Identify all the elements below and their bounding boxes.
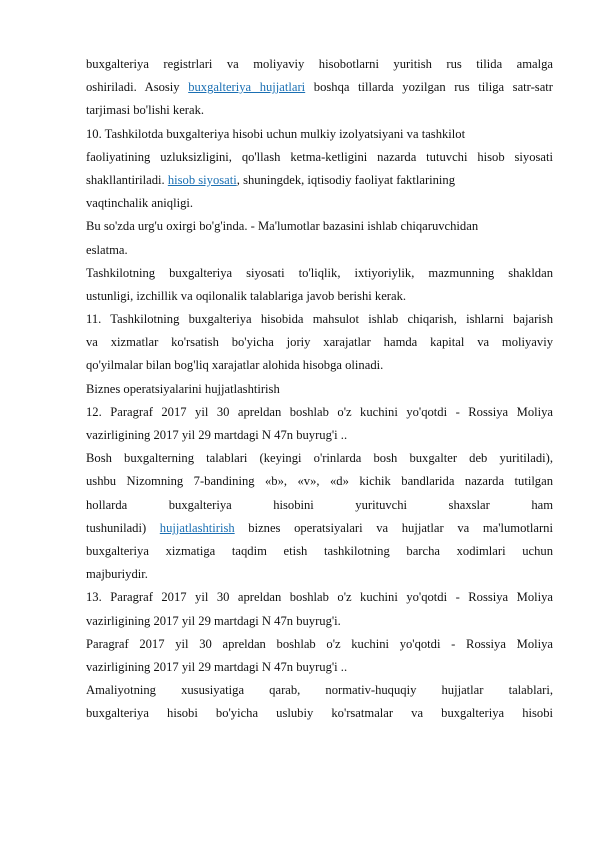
text-line: buxgalteriya hisobi bo'yicha uslubiy ko'rsatmalar va buxgalteriya hisobi	[86, 706, 553, 721]
text-line: va xizmatlar ko'rsatish bo'yicha joriy xarajatlar hamda kapital va moliyaviy	[86, 335, 553, 350]
hyperlink[interactable]: buxgalteriya hujjatlari	[188, 80, 306, 95]
text-line: faoliyatining uzluksizligini, qo'llash ketma-ketligini nazarda tutuvchi hisob siyosati	[86, 149, 553, 164]
text-line	[86, 76, 553, 99]
text-line: vazirligining 2017 yil 29 martdagi N 47n buyrug'i ..	[86, 428, 348, 442]
text-segment: oshiriladi. Asosiy	[86, 80, 189, 95]
hyperlink[interactable]: hujjatlashtirish	[159, 520, 235, 535]
text-line: hollarda buxgalteriya hisobini yurituvchi shaxslar ham	[86, 497, 553, 512]
document-page	[86, 53, 553, 725]
text-line: Bu so'zda urg'u oxirgi bo'g'inda. - Ma'lumotlar bazasini ishlab chiqaruvchidan	[86, 219, 479, 234]
text-segment: tushuniladi)	[86, 520, 160, 535]
text-line: Biznes operatsiyalarini hujjatlashtirish	[86, 381, 280, 396]
text-line	[86, 169, 553, 192]
text-line: vazirligining 2017 yil 29 martdagi N 47n buyrug'i ..	[86, 659, 348, 674]
text-segment: , shuningdek, iqtisodiy faoliyat faktlarining	[236, 172, 456, 187]
text-segment: shakllantiriladi.	[86, 172, 168, 187]
hyperlink[interactable]: hisob siyosati	[167, 172, 237, 187]
text-segment: boshqa tillarda yozilgan rus tiliga satr-satr	[305, 80, 553, 95]
text-line	[86, 517, 553, 540]
text-line: 11. Tashkilotning buxgalteriya hisobida mahsulot ishlab chiqarish, ishlarni bajarish	[86, 312, 553, 327]
text-line: Amaliyotning xususiyatiga qarab, normativ-huquqiy hujjatlar talablari,	[86, 683, 553, 698]
text-line: Bosh buxgalterning talablari (keyingi o'rinlarda bosh buxgalter deb yuritiladi),	[86, 451, 553, 466]
text-line: Paragraf 2017 yil 30 apreldan boshlab o'z kuchini yo'qotdi - Rossiya Moliya	[86, 636, 553, 651]
text-line: qo'yilmalar bilan bog'liq xarajatlar alohida hisobga olinadi.	[86, 358, 384, 373]
text-line: 12. Paragraf 2017 yil 30 apreldan boshlab o'z kuchini yo'qotdi - Rossiya Moliya	[86, 404, 553, 419]
text-line: majburiydir.	[86, 567, 148, 582]
text-line: buxgalteriya xizmatiga taqdim etish tashkilotning barcha xodimlari uchun	[86, 543, 553, 558]
text-line: ustunligi, izchillik va oqilonalik talablariga javob berishi kerak.	[86, 288, 407, 303]
text-line: vazirligining 2017 yil 29 martdagi N 47n buyrug'i.	[86, 613, 341, 628]
text-segment: biznes operatsiyalari va hujjatlar va ma'lumotlarni	[234, 520, 553, 535]
text-line: 10. Tashkilotda buxgalteriya hisobi uchun mulkiy izolyatsiyani va tashkilot	[86, 126, 466, 141]
text-line: buxgalteriya registrlari va moliyaviy hisobotlarni yuritish rus tilida amalga	[86, 57, 553, 71]
text-line: Tashkilotning buxgalteriya siyosati to'liqlik, ixtiyoriylik, mazmunning shakldan	[86, 265, 553, 280]
text-line: ushbu Nizomning 7-bandining «b», «v», «d» kichik bandlarida nazarda tutilgan	[86, 474, 553, 489]
text-line: 13. Paragraf 2017 yil 30 apreldan boshlab o'z kuchini yo'qotdi - Rossiya Moliya	[86, 590, 553, 605]
text-line: vaqtinchalik aniqligi.	[86, 196, 194, 211]
text-line: tarjimasi bo'lishi kerak.	[86, 103, 205, 118]
text-line: eslatma.	[86, 242, 128, 257]
